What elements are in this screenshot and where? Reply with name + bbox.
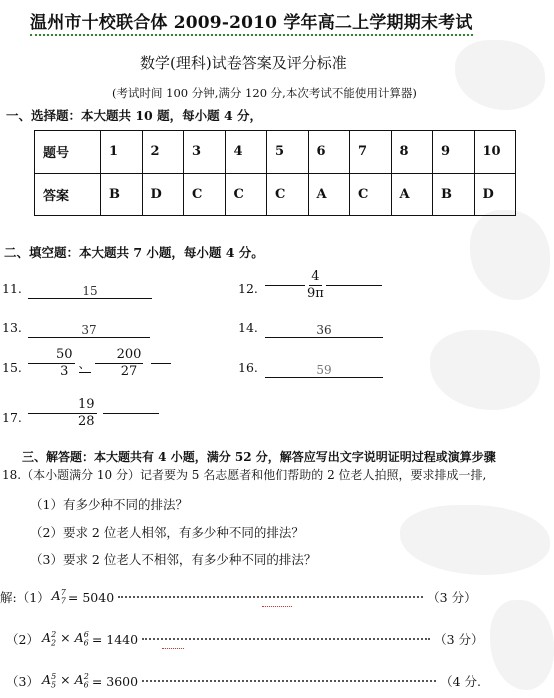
solution-1-label: 解:（1） — [0, 590, 50, 605]
q15-underline — [151, 363, 171, 364]
solution-3-label: （3） — [6, 674, 39, 689]
solution-1-expr: = 5040 — [67, 589, 115, 605]
watermark-blob — [455, 40, 545, 110]
watermark-blob — [470, 210, 550, 300]
q17-fraction — [76, 397, 97, 430]
q12-underline-left — [265, 285, 305, 286]
answer-cell: A — [391, 173, 433, 216]
question-number: 3 — [184, 131, 226, 174]
answer-cell: C — [225, 173, 267, 216]
q14-answer-blank — [265, 319, 383, 338]
q17-denominator: 28 — [78, 414, 95, 429]
q13-number: 13. — [2, 320, 22, 335]
q14-answer: 36 — [265, 323, 383, 338]
table-row-answers — [35, 173, 516, 216]
q18-part-1: （1）有多少种不同的排法？ — [30, 497, 188, 512]
q17-number: 17. — [2, 410, 22, 425]
q17-underline-left — [28, 413, 76, 414]
q15-b-denominator: 27 — [120, 364, 138, 379]
q14-number: 14. — [238, 320, 258, 335]
q12-number: 12. — [238, 281, 258, 296]
question-number: 2 — [142, 131, 184, 174]
q13-answer: 37 — [28, 323, 150, 338]
spell-squiggle — [262, 604, 292, 607]
q18-part-2: （2）要求 2 位老人相邻，有多少种不同的排法？ — [30, 525, 304, 540]
q11-number: 11. — [2, 281, 22, 296]
answer-cell: D — [142, 173, 184, 216]
q17-answer — [28, 397, 159, 430]
question-number: 1 — [101, 131, 143, 174]
q16-number: 16. — [238, 360, 258, 375]
solution-1 — [0, 588, 477, 606]
solution-3-score: （4 分. — [440, 674, 481, 689]
q15-number: 15. — [2, 360, 22, 375]
question-number: 4 — [225, 131, 267, 174]
solution-2-math: $A_2^2 \times A_6^6$ — [41, 630, 89, 648]
question-number: 6 — [308, 131, 350, 174]
q15-answer — [28, 347, 171, 380]
question-number: 8 — [391, 131, 433, 174]
q15-separator: 、 — [78, 356, 91, 371]
solution-3-math: $A_5^5 \times A_6^2$ — [41, 672, 89, 690]
q11-answer-blank — [28, 280, 152, 299]
question-number: 7 — [350, 131, 392, 174]
solution-2-leader — [142, 638, 430, 640]
answer-cell: D — [474, 173, 516, 216]
q12-fraction — [305, 269, 326, 302]
answer-table — [34, 130, 516, 216]
q12-answer — [265, 269, 382, 302]
q15-fraction-b — [115, 347, 144, 380]
question-number: 10 — [474, 131, 516, 174]
answer-cell: C — [267, 173, 309, 216]
q13-answer-blank — [28, 319, 150, 338]
answer-cell: A — [308, 173, 350, 216]
q12-underline-right — [326, 285, 382, 286]
row-label-answer: 答案 — [35, 173, 101, 216]
solution-3-leader — [142, 680, 436, 682]
question-number: 9 — [433, 131, 475, 174]
q11-answer: 15 — [28, 284, 152, 299]
document-title: 温州市十校联合体 2009-2010 学年高二上学期期末考试 — [30, 8, 473, 36]
section3-heading: 三、解答题：本大题共有 4 小题，满分 52 分，解答应写出文字说明证明过程或演算步骤 — [22, 450, 496, 464]
q17-numerator: 19 — [78, 397, 95, 412]
watermark-blob — [400, 505, 550, 575]
watermark-blob — [430, 330, 540, 410]
solution-2 — [6, 630, 484, 648]
q15-underline — [28, 363, 54, 364]
q15-fraction-a — [54, 347, 75, 380]
solution-3 — [6, 672, 481, 690]
solution-2-expr: = 1440 — [91, 631, 139, 647]
spell-squiggle — [162, 646, 184, 649]
solution-1-leader — [118, 596, 423, 598]
solution-2-score: （3 分） — [434, 632, 484, 647]
q15-b-numerator: 200 — [116, 347, 142, 362]
document-subtitle: 数学(理科)试卷答案及评分标准 — [140, 54, 347, 72]
q18-intro: 18.（本小题满分 10 分）记者要为 5 名志愿者和他们帮助的 2 位老人拍照，要求排成一排, — [2, 468, 487, 482]
q17-underline-right — [103, 413, 159, 414]
solution-2-label: （2） — [6, 632, 39, 647]
watermark-blob — [490, 600, 554, 690]
q15-underline — [95, 363, 115, 364]
solution-1-score: （3 分） — [427, 590, 477, 605]
q12-denominator: 9π — [307, 286, 324, 301]
q12-numerator: 4 — [311, 269, 320, 284]
answer-cell: C — [350, 173, 392, 216]
solution-3-expr: = 3600 — [91, 673, 139, 689]
answer-cell: B — [433, 173, 475, 216]
section1-heading: 一、选择题：本大题共 10 题，每小题 4 分， — [6, 108, 263, 123]
row-label-number: 题号 — [35, 131, 101, 174]
q15-a-numerator: 50 — [56, 347, 73, 362]
q16-answer: 59 — [265, 363, 383, 378]
answer-cell: B — [101, 173, 143, 216]
section2-heading: 二、填空题：本大题共 7 小题，每小题 4 分。 — [4, 245, 264, 260]
exam-note: (考试时间 100 分钟,满分 120 分,本次考试不能使用计算器) — [112, 86, 417, 100]
solution-1-math: $A_7^7$ — [51, 588, 66, 606]
answer-cell: C — [184, 173, 226, 216]
q16-answer-blank — [265, 359, 383, 378]
q18-part-3: （3）要求 2 位老人不相邻，有多少种不同的排法？ — [30, 552, 317, 567]
table-row-numbers — [35, 131, 516, 174]
question-number: 5 — [267, 131, 309, 174]
q15-a-denominator: 3 — [60, 364, 69, 379]
